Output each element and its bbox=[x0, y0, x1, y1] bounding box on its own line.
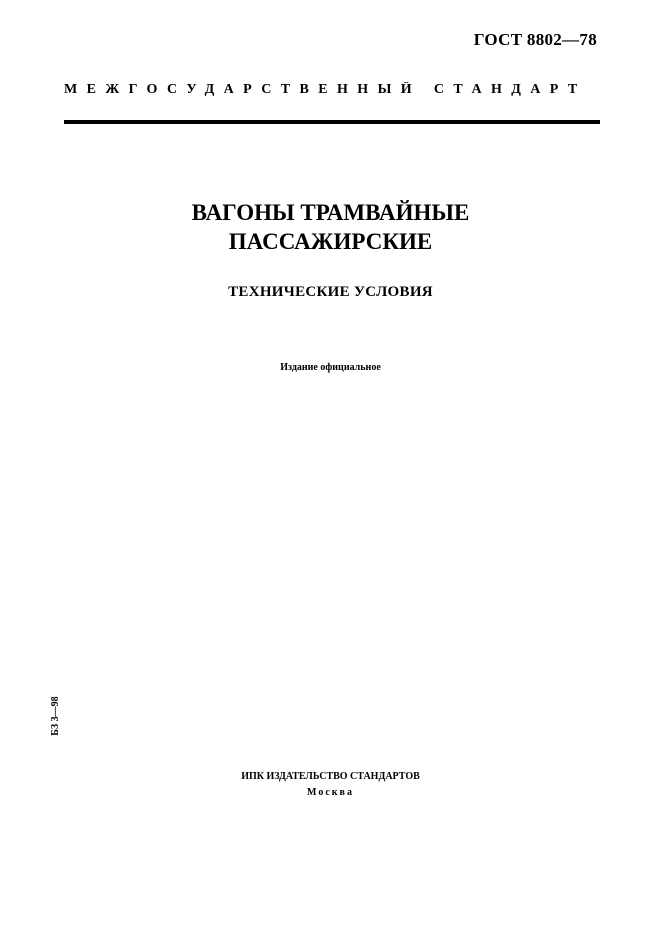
standard-type-heading: МЕЖГОСУДАРСТВЕННЫЙ СТАНДАРТ bbox=[64, 82, 587, 97]
title-line-1: ВАГОНЫ ТРАМВАЙНЫЕ bbox=[191, 200, 470, 225]
header-divider bbox=[64, 120, 600, 124]
publisher-city: Москва bbox=[307, 787, 354, 798]
document-code: ГОСТ 8802—78 bbox=[473, 30, 597, 49]
publisher-name: ИПК ИЗДАТЕЛЬСТВО СТАНДАРТОВ bbox=[241, 771, 420, 782]
title-line-2: ПАССАЖИРСКИЕ bbox=[228, 229, 433, 254]
edition-note: Издание официальное bbox=[280, 362, 381, 373]
document-title bbox=[0, 198, 661, 256]
document-subtitle: ТЕХНИЧЕСКИЕ УСЛОВИЯ bbox=[228, 284, 433, 300]
side-catalog-code: БЗ 3—98 bbox=[50, 696, 61, 736]
